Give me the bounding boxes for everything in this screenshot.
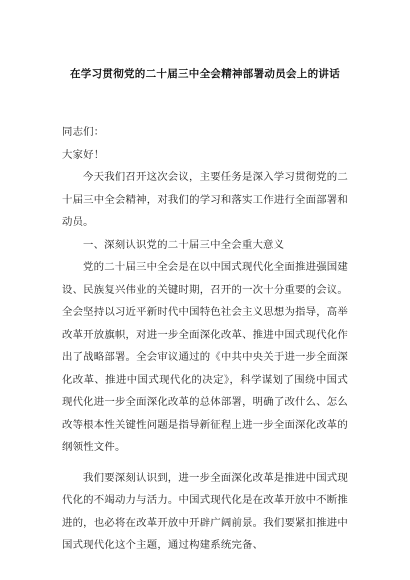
- salutation: 同志们：: [62, 126, 105, 138]
- greeting: 大家好！: [62, 148, 105, 161]
- section-heading-1: 一、深刻认识党的二十届三中全会重大意义: [83, 238, 285, 251]
- paragraph-intro: 今天我们召开这次会议，主要任务是深入学习贯彻党的二十届三中全会精神，对我们的学习和落实工作进行全面部署和动员。: [62, 171, 348, 228]
- document-title: 在学习贯彻党的二十届三中全会精神部署动员会上的讲话: [70, 68, 340, 80]
- paragraph-significance: 党的二十届三中全会是在以中国式现代化全面推进强国建设、民族复兴伟业的关键时期，召开的一次十分重要的会议。全会坚持以习近平新时代中国特色社会主义思想为指导，高举改革开放旗帜，对进一步全面深化改革、推进中国式现代化作出了战略部署。全会审议通过的《中共中央关于进一步全面深化改革、推进中国式现代化的决定》，科学谋划了围绕中国式现代化进一步全面深化改革的总体部署，明确了改什么、怎么改等根本性关键性问题是指导新征程上进一步全面深化改革的纲领性文件。: [62, 261, 348, 453]
- paragraph-reform: 我们要深刻认识到，进一步全面深化改革是推进中国式现代化的不竭动力与活力。中国式现代化是在改革开放中不断推进的，也必将在改革开放中开辟广阔前景。我们要紧扣推进中国式现代化这个主题，通过构建系统完备、: [62, 471, 348, 551]
- document-body: [62, 121, 348, 557]
